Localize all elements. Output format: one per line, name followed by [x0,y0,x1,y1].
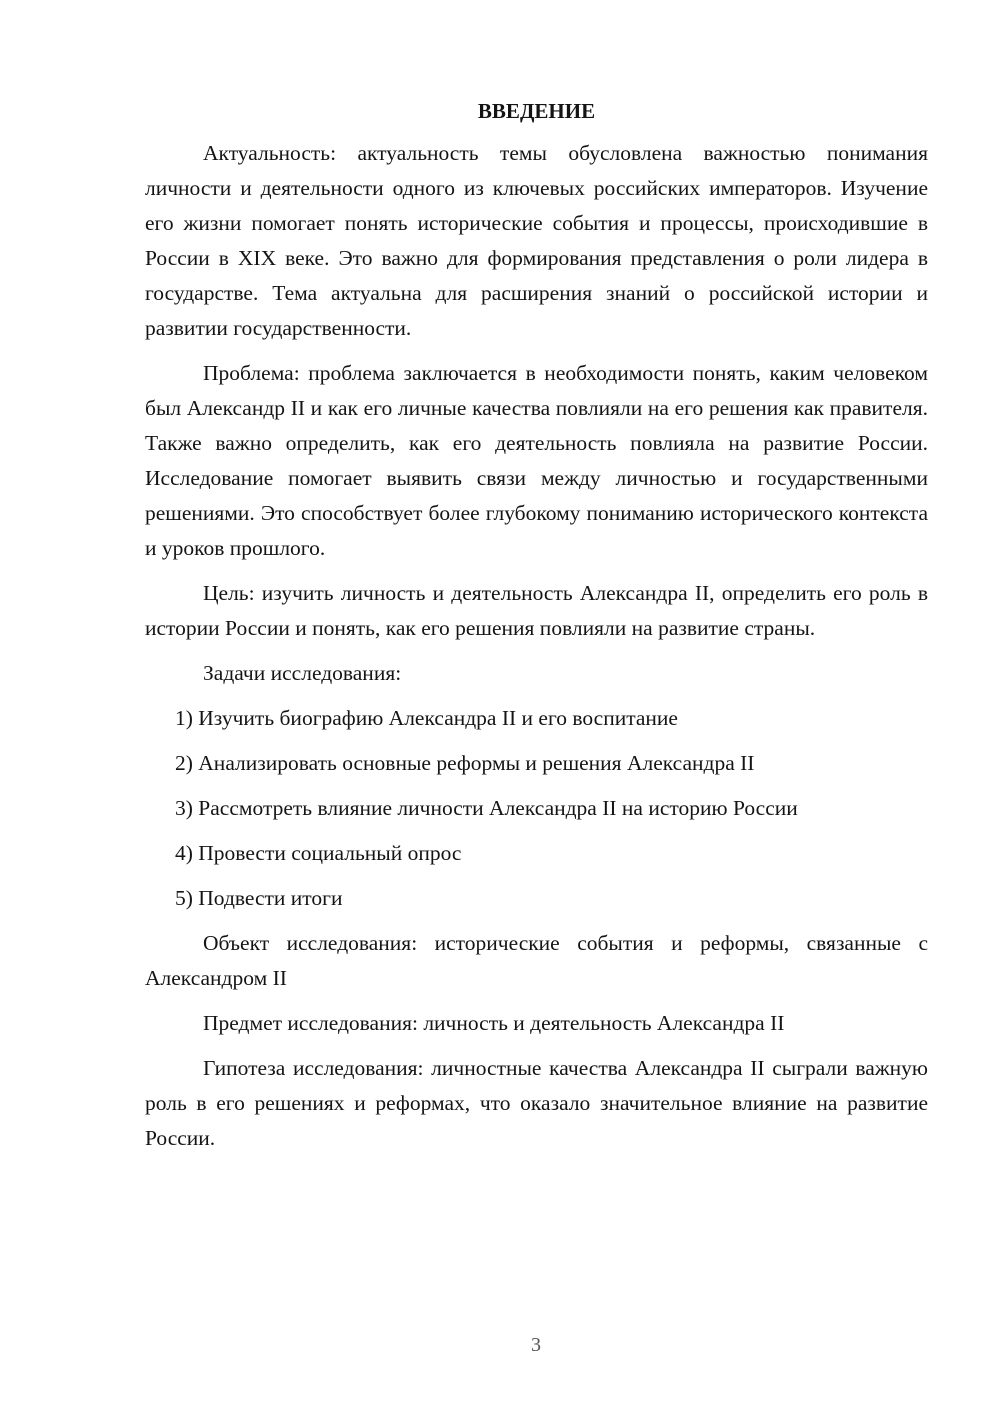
problem-paragraph: Проблема: проблема заключается в необходимости понять, каким человеком был Александр II и как его личные качества повлияли на его решения как правителя. Также важно определить, как его деятельность повлияла на развитие России. Исследование помогает выявить связи между личностью и государственными решениями. Это способствует более глубокому пониманию исторического контекста и уроков прошлого. [145,361,928,560]
list-item: 5) Подвести итоги [175,886,343,910]
document-page [145,95,928,1166]
page-number: 3 [531,1334,541,1356]
section-title: ВВЕДЕНИЕ [477,99,596,123]
tasks-heading: Задачи исследования: [203,661,402,685]
list-item: 1) Изучить биографию Александра II и его воспитание [175,706,678,730]
subject-paragraph: Предмет исследования: личность и деятельность Александра II [203,1011,785,1035]
object-paragraph: Объект исследования: исторические события и реформы, связанные с Александром II [145,931,928,990]
list-item: 2) Анализировать основные реформы и решения Александра II [175,751,755,775]
tasks-list [145,701,928,916]
list-item: 4) Провести социальный опрос [175,841,462,865]
relevance-paragraph: Актуальность: актуальность темы обусловлена важностью понимания личности и деятельности одного из ключевых российских императоров. Изучение его жизни помогает понять исторические события и процессы, происходившие в России в XIX веке. Это важно для формирования представления о роли лидера в государстве. Тема актуальна для расширения знаний о российской истории и развитии государственности. [145,141,928,340]
hypothesis-paragraph: Гипотеза исследования: личностные качества Александра II сыграли важную роль в его решениях и реформах, что оказало значительное влияние на развитие России. [145,1056,928,1150]
list-item: 3) Рассмотреть влияние личности Александра II на историю России [175,796,798,820]
goal-paragraph: Цель: изучить личность и деятельность Александра II, определить его роль в истории России и понять, как его решения повлияли на развитие страны. [145,581,928,640]
